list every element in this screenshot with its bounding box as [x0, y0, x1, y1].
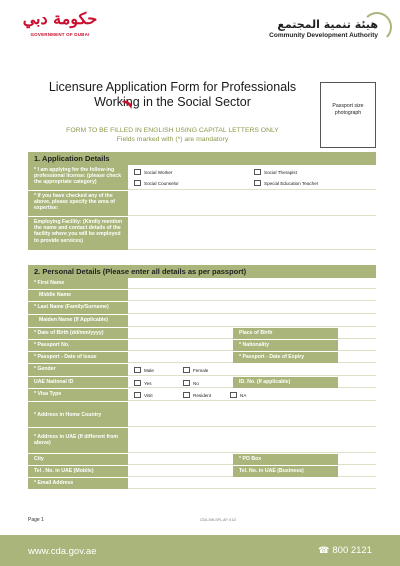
uae-national-row — [28, 377, 376, 389]
personal-details-section — [28, 265, 376, 490]
gender-label: * Gender — [28, 364, 128, 376]
city-row — [28, 454, 376, 466]
checkbox[interactable] — [183, 367, 190, 373]
last-name-row — [28, 302, 376, 315]
email-field[interactable] — [128, 478, 376, 489]
dob-field[interactable] — [128, 328, 233, 339]
gender-options — [128, 364, 376, 376]
page-number: Page 1 — [28, 517, 44, 523]
checkbox[interactable] — [134, 367, 141, 373]
option-label: NA — [240, 392, 247, 398]
form-instructions — [40, 127, 305, 144]
uae-national-no[interactable] — [183, 380, 199, 386]
facility-row — [28, 217, 376, 251]
license-type-row — [28, 165, 376, 191]
checkbox[interactable] — [254, 169, 261, 175]
place-of-birth-field[interactable] — [338, 328, 376, 339]
address-uae-field[interactable] — [128, 428, 376, 453]
id-no-label: ID. No. (If applicable) — [233, 377, 338, 388]
passport-expiry-label: * Passport - Date of Expiry — [233, 352, 338, 363]
visa-type-label: * Visa Type — [28, 389, 128, 401]
cda-logo — [248, 18, 378, 39]
form-title — [40, 80, 305, 110]
option-special-education-teacher[interactable] — [254, 180, 318, 186]
checkbox[interactable] — [134, 180, 141, 186]
form-code: CDA-SW-SPL-AP-V1/2 — [200, 518, 237, 522]
email-row — [28, 478, 376, 490]
gov-english-text: GOVERNMENT OF DUBAI — [30, 32, 90, 37]
middle-name-field[interactable] — [128, 290, 376, 301]
address-home-label: * Address in Home Country — [28, 402, 128, 427]
visa-type-row — [28, 389, 376, 402]
facility-field[interactable] — [128, 217, 376, 250]
cda-english-text: Community Development Authority — [269, 32, 378, 39]
checkbox[interactable] — [183, 380, 190, 386]
tel-business-label: Tel. No. in UAE (Business) — [233, 466, 338, 477]
section-heading: 1. Application Details — [28, 152, 376, 165]
city-label: City — [28, 454, 128, 465]
checkbox[interactable] — [134, 392, 141, 398]
cda-arabic-text: هيئة تنمية المجتمع — [277, 18, 378, 31]
option-label: Social Worker — [144, 169, 173, 175]
expertise-label: * If you have checked any of the above, please specify the area of expertise: — [28, 191, 128, 216]
place-of-birth-label: Place of Birth — [233, 328, 338, 339]
last-name-label: * Last Name (Family/Surname) — [28, 302, 128, 314]
checkbox[interactable] — [254, 180, 261, 186]
maiden-name-label: Maiden Name (If Applicable) — [28, 315, 128, 327]
visa-type-options — [128, 389, 376, 401]
option-label: Yes — [144, 380, 152, 386]
government-of-dubai-logo — [20, 8, 100, 37]
expertise-row — [28, 191, 376, 217]
option-label: Male — [144, 367, 154, 373]
expertise-field[interactable] — [128, 191, 376, 216]
nationality-field[interactable] — [338, 340, 376, 351]
page-footer — [0, 535, 400, 566]
license-options — [128, 165, 376, 190]
passport-photo-box[interactable] — [320, 82, 376, 148]
gov-arabic-text: حكومة دبي — [22, 9, 98, 28]
application-details-section — [28, 152, 376, 251]
po-box-label: * PO Box — [233, 454, 338, 465]
option-label: No — [193, 380, 199, 386]
uae-national-label: UAE National ID — [28, 377, 128, 388]
city-field[interactable] — [128, 454, 233, 465]
last-name-field[interactable] — [128, 302, 376, 314]
phone-contact — [318, 545, 372, 556]
passport-expiry-field[interactable] — [338, 352, 376, 363]
tel-mobile-label: Tel . No. in UAE (Mobile) — [28, 466, 128, 477]
option-label: Special Education Teacher — [264, 180, 319, 186]
visa-visit[interactable] — [134, 392, 153, 398]
option-social-worker[interactable] — [134, 169, 173, 175]
middle-name-label: Middle Name — [28, 290, 128, 301]
option-label: Visit — [144, 392, 153, 398]
option-label: Social Counselor — [144, 180, 179, 186]
section-heading: 2. Personal Details (Please enter all details as per passport) — [28, 265, 376, 278]
option-label: Social Therapist — [264, 169, 297, 175]
option-social-therapist[interactable] — [254, 169, 297, 175]
passport-row — [28, 340, 376, 352]
gender-male[interactable] — [134, 367, 154, 373]
dob-row — [28, 328, 376, 340]
first-name-field[interactable] — [128, 278, 376, 289]
nationality-label: * Nationality — [233, 340, 338, 351]
passport-dates-row — [28, 352, 376, 364]
phone-icon: ☎ — [318, 545, 330, 555]
license-type-label: * I am applying for the follow-ing professional license: (please check the appropriate category) — [28, 165, 128, 190]
option-social-counselor[interactable] — [134, 180, 179, 186]
first-name-label: * First Name — [28, 278, 128, 289]
cda-arc-icon — [362, 12, 392, 42]
passport-no-field[interactable] — [128, 340, 233, 351]
phone-number: 800 2121 — [332, 545, 372, 556]
address-home-row — [28, 402, 376, 428]
tel-row — [28, 466, 376, 478]
checkbox[interactable] — [134, 169, 141, 175]
photo-box-label: Passport size photograph — [332, 103, 364, 116]
passport-issue-field[interactable] — [128, 352, 233, 363]
dob-label: * Date of Birth (dd/mm/yyyy) — [28, 328, 128, 339]
passport-no-label: * Passport No. — [28, 340, 128, 351]
address-home-field[interactable] — [128, 402, 376, 427]
title-line-1: Licensure Application Form for Professionals — [48, 80, 297, 94]
address-uae-row — [28, 428, 376, 454]
tel-business-field[interactable] — [338, 466, 376, 477]
tel-mobile-field[interactable] — [128, 466, 233, 477]
uae-national-yes[interactable] — [134, 380, 152, 386]
gender-row — [28, 364, 376, 377]
email-label: * Email Address — [28, 478, 128, 489]
middle-name-row — [28, 290, 376, 302]
maiden-name-row — [28, 315, 376, 328]
option-label: Resident — [193, 392, 212, 398]
title-line-2: Working in the Social Sector — [94, 95, 251, 109]
checkbox[interactable] — [183, 392, 190, 398]
visa-resident[interactable] — [183, 392, 211, 398]
visa-na[interactable] — [230, 392, 246, 398]
instruction-mandatory: Fields marked with (*) are mandatory — [116, 135, 229, 143]
po-box-field[interactable] — [338, 454, 376, 465]
checkbox[interactable] — [134, 380, 141, 386]
option-label: Female — [193, 367, 209, 373]
website-url[interactable]: www.cda.gov.ae — [28, 546, 97, 557]
instruction-capitals: FORM TO BE FILLED IN ENGLISH USING CAPITAL LETTERS ONLY — [66, 127, 279, 134]
first-name-row — [28, 278, 376, 290]
uae-national-options — [128, 377, 233, 388]
facility-label: Employing Facility: (Kindly mention the name and contact details of the facility where you will be employed to provide services) — [28, 217, 128, 250]
id-no-field[interactable] — [338, 377, 376, 388]
checkbox[interactable] — [230, 392, 237, 398]
gender-female[interactable] — [183, 367, 208, 373]
page-header — [0, 0, 400, 60]
maiden-name-field[interactable] — [128, 315, 376, 327]
address-uae-label: * Address in UAE (If different from above) — [28, 428, 128, 453]
passport-issue-label: * Passport - Date of Issue — [28, 352, 128, 363]
